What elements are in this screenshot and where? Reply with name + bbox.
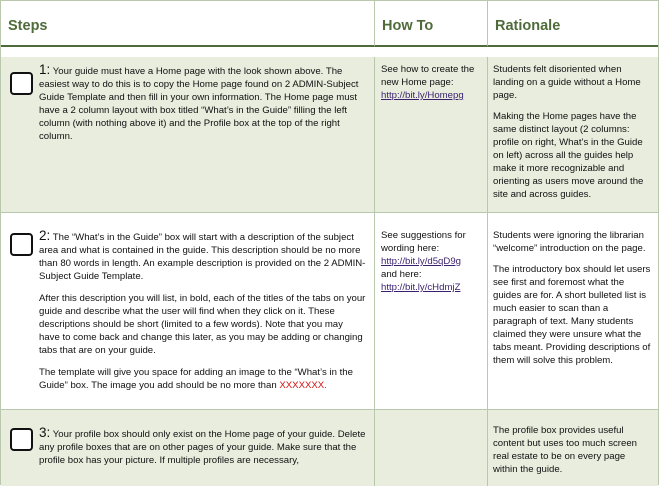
rationale-1-cell (488, 57, 658, 213)
step-3-cell (1, 410, 375, 486)
howto-1-text: See how to create the new Home page: (381, 64, 475, 88)
rationale-2-cell (488, 213, 658, 410)
rationale-2-paragraph-1: Students were ignoring the librarian “welcome” introduction on the page. (493, 230, 646, 254)
rationale-1-paragraph-1: Students felt disoriented when landing on a guide without a Home page. (493, 64, 641, 101)
howto-1-link[interactable]: http://bit.ly/Homepg (381, 90, 464, 101)
step-1-number: 1: (39, 62, 51, 77)
howto-3-cell (375, 410, 488, 486)
step-2-paragraph-1: The “What’s in the Guide” box will start with a description of the subject area and what is contained in the guide. This description should be no more than 80 words in length. An example description is provided on the 2 ADMIN-Subject Guide Template. (39, 232, 366, 282)
howto-2-link-1[interactable]: http://bit.ly/d5qD9g (381, 256, 461, 267)
header-steps-cell (1, 1, 375, 47)
step-1-paragraph-1: Your guide must have a Home page with the look shown above. The easiest way to do this is to copy the Home page found on 2 ADMIN-Subject Guide Template and then fill in your own information. The Home page must have a 2 column layout with box titled “What’s in the Guide” filling the left column (with nothing above it) and the Profile box at the top of the right column. (39, 66, 359, 142)
step-2-placeholder-size: XXXXXXX. (279, 380, 327, 391)
step-2-text (39, 229, 366, 392)
step-1-text (39, 63, 366, 143)
step-1-cell (1, 57, 375, 213)
step-2-number: 2: (39, 228, 51, 243)
step-2-checkbox[interactable] (10, 233, 33, 256)
step-1-checkbox[interactable] (10, 72, 33, 95)
header-rationale: Rationale (495, 18, 561, 34)
howto-2-cell (375, 213, 488, 410)
howto-2-text-2: and here: (381, 269, 422, 280)
header-steps: Steps (8, 18, 48, 34)
step-3-checkbox[interactable] (10, 428, 33, 451)
step-3-number: 3: (39, 425, 51, 440)
rationale-3-paragraph-1: The profile box provides useful content but uses too much screen real estate to be on every page within the guide. (493, 425, 637, 475)
rationale-2-paragraph-2: The introductory box should let users see first and foremost what the guides are for. A short bulleted list is much easier to scan than a paragraph of text. Many students claimed they were unsure what the tabs meant. Providing descriptions of them will solve this problem. (493, 264, 651, 366)
howto-1-cell (375, 57, 488, 213)
step-3-text (39, 426, 366, 467)
howto-2-link-2[interactable]: http://bit.ly/cHdmjZ (381, 282, 461, 293)
step-2-cell (1, 213, 375, 410)
step-3-paragraph-1: Your profile box should only exist on the Home page of your guide. Delete any profile boxes that are on other pages of your guide. Make sure that the profile box has your picture. If multiple profiles are necessary, (39, 429, 366, 466)
rationale-3-cell (488, 410, 658, 486)
header-howto: How To (382, 18, 434, 34)
header-howto-cell (375, 1, 488, 47)
howto-2-text: See suggestions for wording here: (381, 230, 466, 254)
step-2-paragraph-3: The template will give you space for adding an image to the “What’s in the Guide” box. The image you add should be no more than (39, 367, 353, 391)
header-rationale-cell (488, 1, 658, 47)
rationale-1-paragraph-2: Making the Home pages have the same distinct layout (2 columns: profile on right, What’s in the Guide on left) across all the guides help make it more recognizable and orienting as users move around the site and across guides. (493, 111, 644, 200)
step-2-paragraph-2: After this description you will list, in bold, each of the titles of the tabs on your guide and describe what the user will find when they click on it. These descriptions should be short (limited to a few words). Note that you may have to come back and change this later, as you may be adding or changing tabs that are on your guide. (39, 293, 366, 356)
